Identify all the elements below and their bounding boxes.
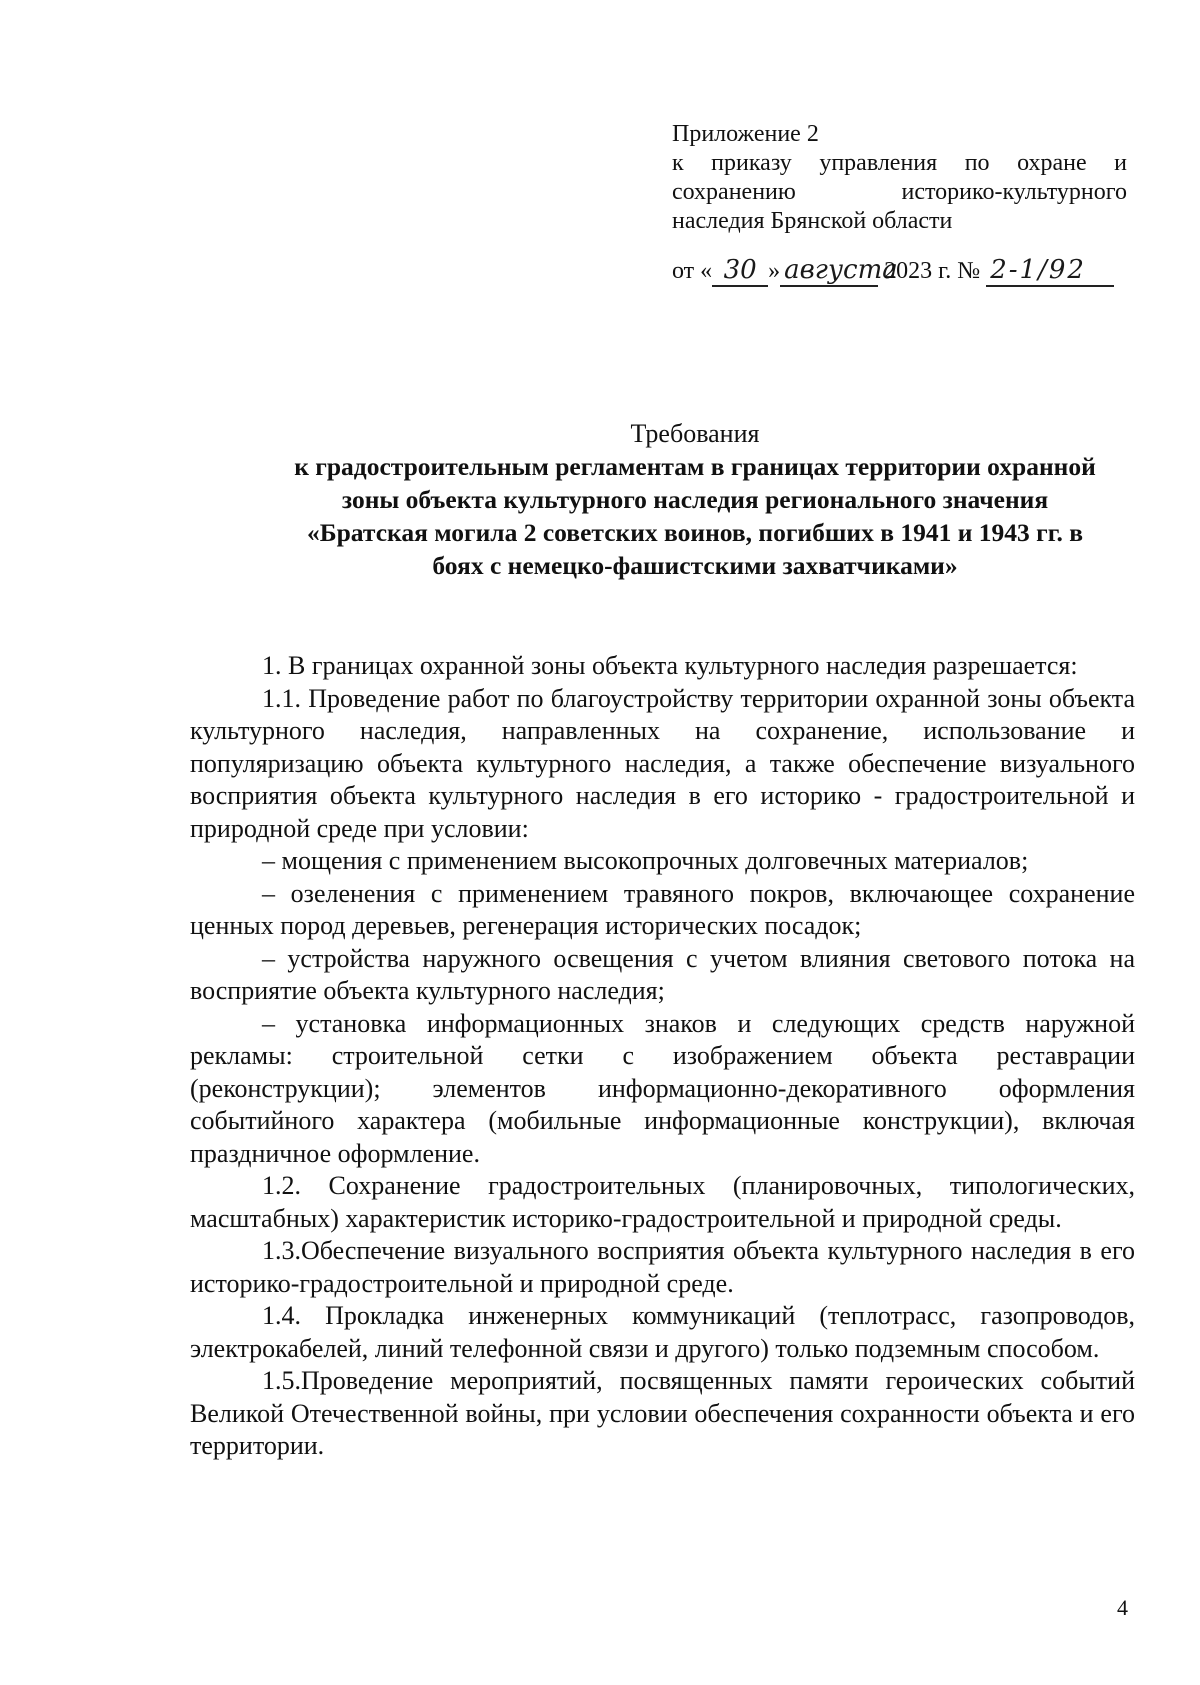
paragraph: 1.2. Сохранение градостроительных (планировочных, типологических, масштабных) характеристик историко-градостроительной и природной среды. [190,1171,1135,1233]
annex-title: Приложение 2 [672,121,819,147]
order-date-line [672,255,1132,287]
annex-line: наследия Брянской области [672,208,953,234]
handwritten-month: августа [780,255,878,287]
title-line: «Братская могила 2 советских воинов, погибших в 1941 и 1943 гг. в [306,518,1083,547]
list-item: – устройства наружного освещения с учетом влияния светового потока на восприятие объекта культурного наследия; [190,943,1135,1005]
list-item: – установка информационных знаков и следующих средств наружной рекламы: строительной сетки с изображением объекта реставрации (реконструкции); элементов информационно-декоративного оформления событийного характера (мобильные информационные конструкции), включая праздничное оформление. [190,1008,1135,1168]
title-line: боях с немецко-фашистскими захватчиками» [432,551,958,580]
paragraph: 1.3.Обеспечение визуального восприятия объекта культурного наследия в его историко-градостроительной и природной среде. [190,1236,1135,1298]
title-line: к градостроительным регламентам в границах территории охранной [294,452,1096,481]
list-item: – мощения с применением высокопрочных долговечных материалов; [262,846,1029,875]
date-year: 2023 г. № [884,258,981,284]
title-heading: Требования [630,419,760,448]
document-body [190,650,1135,1463]
date-quote: » [768,258,781,284]
annex-line: к приказу управления по охране и [672,150,1127,176]
paragraph: 1.1. Проведение работ по благоустройству территории охранной зоны объекта культурного наследия, направленных на сохранение, использование и популяризацию объекта культурного наследия, а также обеспечение визуального восприятия объекта культурного наследия в его историко - градостроительной и природной среде при условии: [190,683,1135,843]
title-line: зоны объекта культурного наследия регионального значения [341,485,1049,514]
list-item: – озеленения с применением травяного покров, включающее сохранение ценных пород деревьев, регенерация исторических посадок; [190,878,1135,940]
paragraph: 1. В границах охранной зоны объекта культурного наследия разрешается: [262,651,1078,680]
document-title [190,417,1200,582]
paragraph: 1.4. Прокладка инженерных коммуникаций (теплотрасс, газопроводов, электрокабелей, линий телефонной связи и другого) только подземным способом. [190,1301,1135,1363]
handwritten-order-number: 2-1/92 [986,255,1114,287]
annex-header [672,120,1127,236]
paragraph: 1.5.Проведение мероприятий, посвященных памяти героических событий Великой Отечественной войны, при условии обеспечения сохранности объекта и его территории. [190,1366,1135,1460]
date-prefix: от « [672,258,713,284]
annex-line: сохранению историко-культурного [672,179,1127,205]
handwritten-day: 30 [712,255,768,287]
page-number: 4 [1117,1595,1128,1620]
